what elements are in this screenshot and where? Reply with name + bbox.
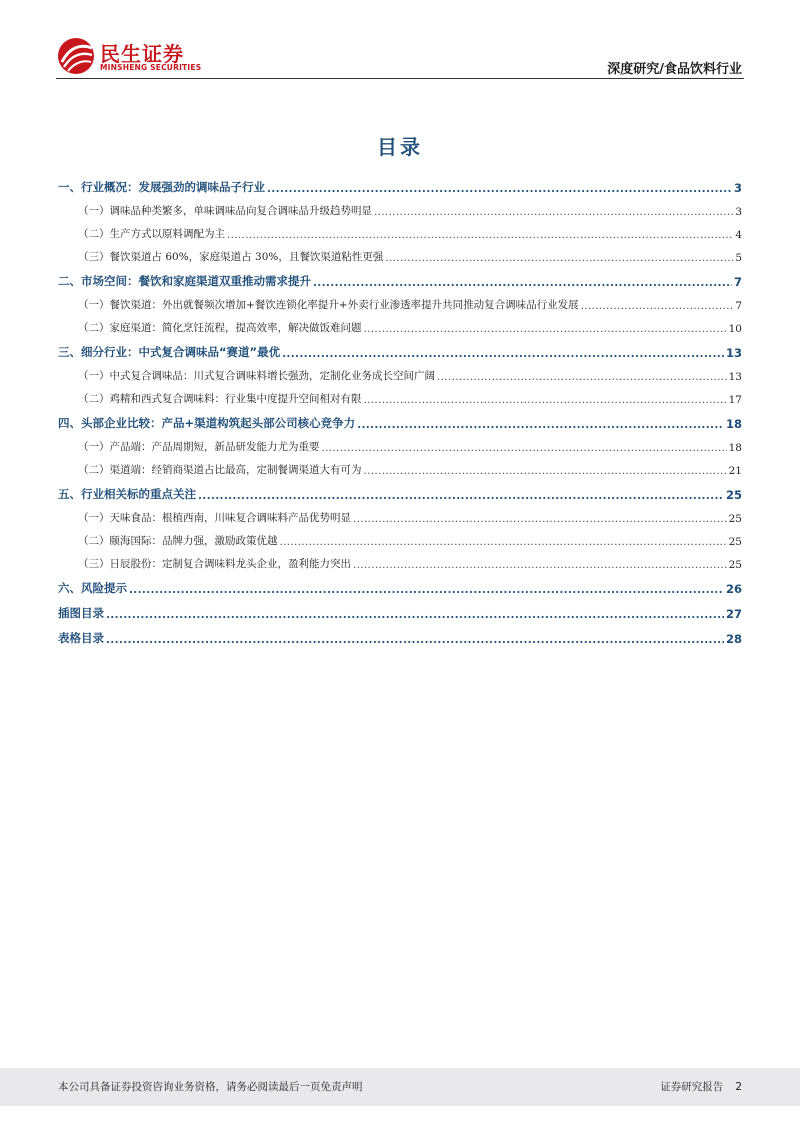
brand-logo [56, 36, 216, 76]
toc-leader-dots [374, 204, 733, 218]
toc-title: 目录 [377, 135, 423, 159]
toc-section-entry[interactable] [58, 598, 742, 621]
toc-section-entry[interactable] [58, 573, 742, 596]
toc-leader-dots [106, 607, 724, 621]
toc-entry-page: 28 [725, 632, 742, 646]
brand-name-cn: 民生证券 [100, 42, 184, 66]
toc-subsection-entry[interactable] [58, 548, 742, 571]
toc-subsection-entry[interactable] [58, 383, 742, 406]
toc-subsection-entry[interactable] [58, 454, 742, 477]
toc-leader-dots [198, 488, 724, 502]
toc-entry-page: 7 [735, 300, 742, 312]
toc-leader-dots [267, 181, 732, 195]
page-header [0, 0, 800, 80]
toc-entry-title: （二）生产方式以原料调配为主 [78, 228, 225, 240]
toc-leader-dots [357, 417, 724, 431]
toc-leader-dots [385, 250, 733, 264]
toc-entry-title: （二）家庭渠道：简化烹饪流程，提高效率，解决做饭难问题 [78, 322, 362, 334]
table-of-contents [58, 172, 742, 646]
toc-section-entry[interactable] [58, 337, 742, 360]
toc-leader-dots [353, 557, 727, 571]
toc-leader-dots [280, 534, 727, 548]
toc-entry-title: （二）颐海国际：品牌力强，激励政策优越 [78, 535, 278, 547]
toc-subsection-entry[interactable] [58, 241, 742, 264]
toc-entry-page: 13 [725, 346, 742, 360]
footer-right [648, 1079, 742, 1094]
toc-entry-title: （三）餐饮渠道占 60%，家庭渠道占 30%，且餐饮渠道粘性更强 [78, 251, 384, 263]
toc-entry-page: 4 [735, 229, 742, 241]
brand-name-en: MINSHENG SECURITIES [100, 63, 202, 72]
toc-leader-dots [322, 440, 727, 454]
report-category: 深度研究/食品饮料行业 [607, 62, 742, 77]
toc-entry-title: 插图目录 [58, 606, 104, 620]
toc-entry-page: 18 [725, 417, 742, 431]
toc-section-entry[interactable] [58, 172, 742, 195]
toc-entry-title: （一）产品端：产品周期短，新品研发能力尤为重要 [78, 441, 320, 453]
toc-leader-dots [129, 582, 724, 596]
toc-leader-dots [313, 275, 732, 289]
toc-entry-title: 二、市场空间：餐饮和家庭渠道双重推动需求提升 [58, 274, 311, 288]
toc-leader-dots [364, 321, 727, 335]
toc-entry-page: 25 [728, 513, 742, 525]
toc-leader-dots [227, 227, 733, 241]
toc-entry-page: 27 [725, 607, 742, 621]
toc-leader-dots [364, 463, 727, 477]
toc-entry-title: 一、行业概况：发展强劲的调味品子行业 [58, 180, 265, 194]
toc-entry-page: 10 [728, 323, 742, 335]
page-footer [0, 1068, 800, 1106]
toc-entry-title: （二）鸡精和西式复合调味料：行业集中度提升空间相对有限 [78, 393, 362, 405]
toc-section-entry[interactable] [58, 408, 742, 431]
toc-entry-page: 7 [733, 275, 742, 289]
toc-subsection-entry[interactable] [58, 502, 742, 525]
brand-logo-icon [56, 36, 96, 76]
toc-entry-title: （二）渠道端：经销商渠道占比最高，定制餐调渠道大有可为 [78, 464, 362, 476]
toc-subsection-entry[interactable] [58, 195, 742, 218]
toc-entry-title: （三）日辰股份：定制复合调味料龙头企业，盈利能力突出 [78, 558, 351, 570]
footer-disclaimer: 本公司具备证券投资咨询业务资格，请务必阅读最后一页免责声明 [58, 1081, 363, 1093]
page-number: 2 [735, 1081, 742, 1093]
footer-report-type: 证券研究报告 [660, 1081, 724, 1093]
toc-entry-page: 3 [735, 206, 742, 218]
toc-entry-title: （一）调味品种类繁多，单味调味品向复合调味品升级趋势明显 [78, 205, 372, 217]
toc-entry-title: 表格目录 [58, 631, 104, 645]
toc-leader-dots [437, 369, 727, 383]
toc-leader-dots [364, 392, 727, 406]
toc-entry-title: 三、细分行业：中式复合调味品“赛道”最优 [58, 345, 281, 359]
toc-entry-page: 26 [725, 582, 742, 596]
toc-section-entry[interactable] [58, 623, 742, 646]
toc-entry-page: 13 [728, 371, 742, 383]
toc-entry-title: （一）天味食品：根植西南，川味复合调味料产品优势明显 [78, 512, 351, 524]
toc-entry-page: 25 [728, 559, 742, 571]
toc-entry-page: 17 [728, 394, 742, 406]
toc-leader-dots [106, 632, 724, 646]
toc-entry-title: （一）中式复合调味品：川式复合调味料增长强劲，定制化业务成长空间广阔 [78, 370, 435, 382]
toc-entry-title: 四、头部企业比较：产品+渠道构筑起头部公司核心竞争力 [58, 416, 356, 430]
toc-entry-page: 25 [725, 488, 742, 502]
toc-entry-title: （一）餐饮渠道：外出就餐频次增加+餐饮连锁化率提升+外卖行业渗透率提升共同推动复合调味品行业发展 [78, 299, 579, 311]
toc-subsection-entry[interactable] [58, 218, 742, 241]
toc-leader-dots [353, 511, 727, 525]
header-divider [56, 78, 744, 79]
toc-leader-dots [282, 346, 724, 360]
toc-subsection-entry[interactable] [58, 312, 742, 335]
toc-entry-page: 5 [735, 252, 742, 264]
toc-entry-page: 25 [728, 536, 742, 548]
toc-entry-title: 六、风险提示 [58, 581, 127, 595]
toc-leader-dots [581, 298, 734, 312]
toc-entry-page: 21 [728, 465, 742, 477]
toc-subsection-entry[interactable] [58, 289, 742, 312]
toc-section-entry[interactable] [58, 479, 742, 502]
toc-entry-page: 18 [728, 442, 742, 454]
toc-section-entry[interactable] [58, 266, 742, 289]
toc-subsection-entry[interactable] [58, 431, 742, 454]
toc-entry-title: 五、行业相关标的重点关注 [58, 487, 196, 501]
toc-entry-page: 3 [733, 181, 742, 195]
toc-subsection-entry[interactable] [58, 360, 742, 383]
toc-subsection-entry[interactable] [58, 525, 742, 548]
